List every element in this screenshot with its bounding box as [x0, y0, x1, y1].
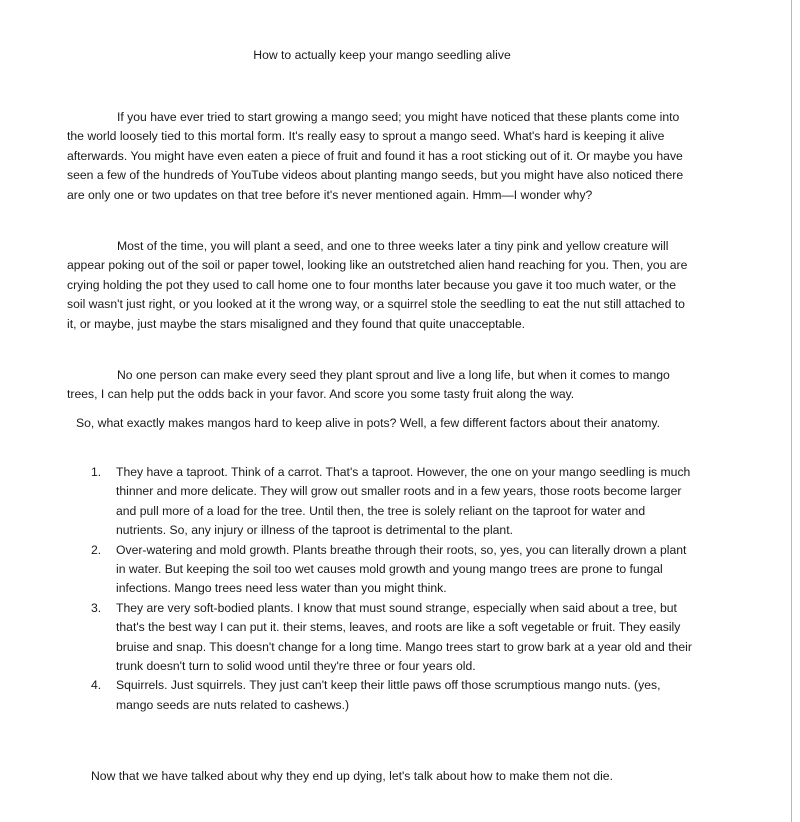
list-item [91, 676, 697, 715]
list-item-number: 4. [91, 678, 102, 693]
list-item-text: They have a taproot. Think of a carrot. That's a taproot. However, the one on your mango seedling is much thinner and more delicate. They will grow out smaller roots and in a few years, those roots become larger and pull more of a load for the tree. Until then, the tree is solely reliant on the taproot for water and nutrients. So, any injury or illness of the taproot is detrimental to the plant. [116, 465, 691, 538]
list-item-number: 1. [91, 465, 102, 479]
list-item [91, 541, 697, 599]
closing-paragraph: Now that we have talked about why they end up dying, let's talk about how to make them not die. [91, 769, 613, 783]
list-item-text: Over-watering and mold growth. Plants breathe through their roots, so, yes, you can literally drown a plant in water. But keeping the soil too wet causes mold growth and young mango trees are prone to fungal infections. Mango trees need less water than you might think. [116, 542, 687, 596]
list-item-text: Squirrels. Just squirrels. They just can't keep their little paws off those scrumptious mango nuts. (yes, mango seeds are nuts related to cashews.) [116, 678, 661, 712]
body-paragraph: So, what exactly makes mangos hard to keep alive in pots? Well, a few different factors about their anatomy. [76, 416, 660, 430]
list-item-text: They are very soft-bodied plants. I know that must sound strange, especially when said about a tree, but that's the best way I can put it. their stems, leaves, and roots are like a soft vegetable or fruit. They easily bruise and snap. This doesn't change for a long time. Mango trees start to grow bark at a year old and their trunk doesn't turn to solid wood until they're three or four years old. [116, 600, 692, 674]
page-edge-divider [791, 0, 792, 822]
body-paragraph: Most of the time, you will plant a seed, and one to three weeks later a tiny pink and yellow creature will appear poking out of the soil or paper towel, looking like an outstretched alien hand reaching for you. Then, you are crying holding the pot they used to call home one to four months later because you gave it too much water, or the soil wasn't just right, or you looked at it the wrong way, or a squirrel stole the seedling to eat the nut still attached to it, or maybe, just maybe the stars misaligned and they found that quite unacceptable. [67, 239, 688, 331]
list-item [91, 599, 697, 677]
numbered-list [91, 463, 697, 715]
body-paragraph: No one person can make every seed they plant sprout and live a long life, but when it comes to mango trees, I can help put the odds back in your favor. And score you some tasty fruit along the way. [67, 368, 670, 402]
list-item-number: 3. [91, 600, 102, 615]
list-item-number: 2. [91, 542, 102, 557]
list-item [91, 463, 697, 541]
body-paragraph: If you have ever tried to start growing a mango seed; you might have noticed that these plants come into the world loosely tied to this mortal form. It's really easy to sprout a mango seed. What's hard is keeping it alive afterwards. You might have even eaten a piece of fruit and found it has a root sticking out of it. Or maybe you have seen a few of the hundreds of YouTube videos about planting mango seeds, but you might have also noticed there are only one or two updates on that tree before it's never mentioned again. Hmm—I wonder why? [67, 110, 684, 202]
document-title: How to actually keep your mango seedling alive [253, 48, 511, 62]
